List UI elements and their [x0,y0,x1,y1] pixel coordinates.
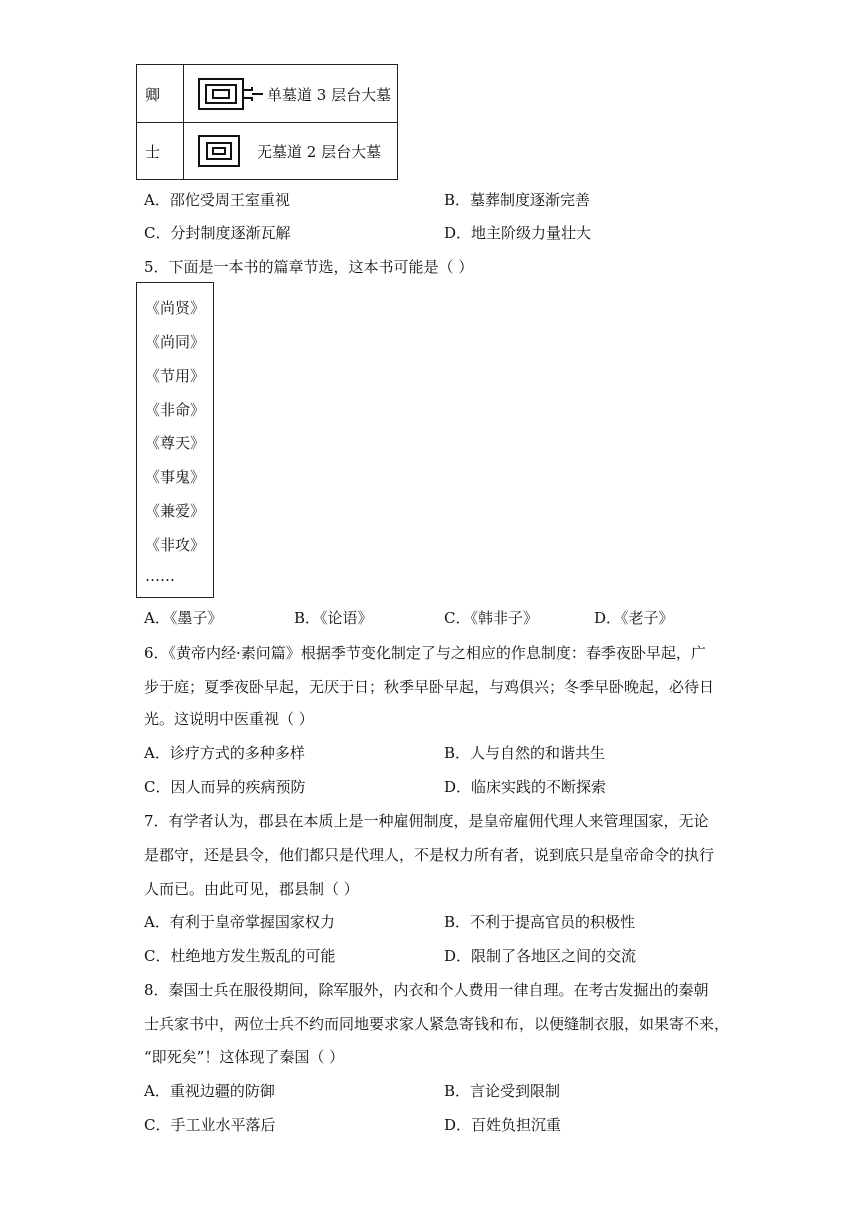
table-divider [183,65,184,122]
option-c: C．手工业水平落后 [144,1116,276,1134]
option-b: B．人与自然的和谐共生 [444,744,606,762]
option-c: C．杜绝地方发生叛乱的可能 [144,947,336,965]
book-chapters-box [136,282,214,598]
chapter-item: 《节用》 [145,367,206,385]
chapter-item: 《非命》 [145,401,206,419]
question-8-line: 士兵家书中，两位士兵不约而同地要求家人紧急寄钱和布，以便缝制衣服，如果寄不来， [144,1015,730,1033]
tomb-rank: 士 [145,143,161,161]
question-7-line: 是郡守，还是县令，他们都只是代理人，不是权力所有者，说到底只是皇帝命令的执行 [144,846,715,864]
tomb-desc: 单墓道 3 层台大墓 [267,86,392,104]
option-b: B．言论受到限制 [444,1082,561,1100]
question-6-line: 步于庭；夏季夜卧早起，无厌于日；秋季早卧早起，与鸡俱兴；冬季早卧晚起，必待日 [144,678,715,696]
option-a: A．有利于皇帝掌握国家权力 [144,913,335,931]
tomb-desc: 无墓道 2 层台大墓 [257,143,382,161]
question-7-line: 人而已。由此可见，郡县制（ ） [144,880,359,898]
question-5-stem: 5．下面是一本书的篇章节选，这本书可能是（ ） [144,258,474,276]
option-c: C．分封制度逐渐瓦解 [144,224,291,242]
option-d: D．《老子》 [594,609,674,627]
option-d: D．限制了各地区之间的交流 [444,947,637,965]
chapter-item: 《事鬼》 [145,468,206,486]
tomb-rank: 卿 [145,86,161,104]
option-b: B．墓葬制度逐渐完善 [444,191,591,209]
option-d: D．地主阶级力量壮大 [444,224,592,242]
question-8-line: 8．秦国士兵在服役期间，除军服外，内衣和个人费用一律自理。在考古发掘出的秦朝 [144,981,709,999]
question-6-line: 6．《黄帝内经·素问篇》根据季节变化制定了与之相应的作息制度：春季夜卧早起，广 [144,644,706,662]
tomb-row-shi [137,122,397,179]
table-divider [183,122,184,179]
chapter-item: 《尚同》 [145,333,206,351]
chapter-item: 《尊天》 [145,434,206,452]
chapter-item: 《兼爱》 [145,502,206,520]
option-d: D．百姓负担沉重 [444,1116,562,1134]
chapter-item: 《尚贤》 [145,299,206,317]
single-passage-tomb-icon [197,77,267,111]
tomb-row-qing [137,65,397,123]
option-b: B．《论语》 [294,609,373,627]
chapter-item: 《非攻》 [145,536,206,554]
option-a: A．邵佗受周王室重视 [144,191,290,209]
option-d: D．临床实践的不断探索 [444,778,607,796]
option-a: A．《墨子》 [144,609,223,627]
question-6-line: 光。这说明中医重视（ ） [144,710,314,728]
option-b: B．不利于提高官员的积极性 [444,913,636,931]
question-7-line: 7．有学者认为，郡县在本质上是一种雇佣制度，是皇帝雇佣代理人来管理国家，无论 [144,812,709,830]
option-a: A．诊疗方式的多种多样 [144,744,305,762]
question-8-line: “即死矣”！这体现了秦国（ ） [144,1048,345,1066]
option-a: A．重视边疆的防御 [144,1082,275,1100]
option-c: C．因人而异的疾病预防 [144,778,306,796]
tomb-table [136,64,398,180]
option-c: C．《韩非子》 [444,609,538,627]
chapter-item: …… [145,567,175,585]
